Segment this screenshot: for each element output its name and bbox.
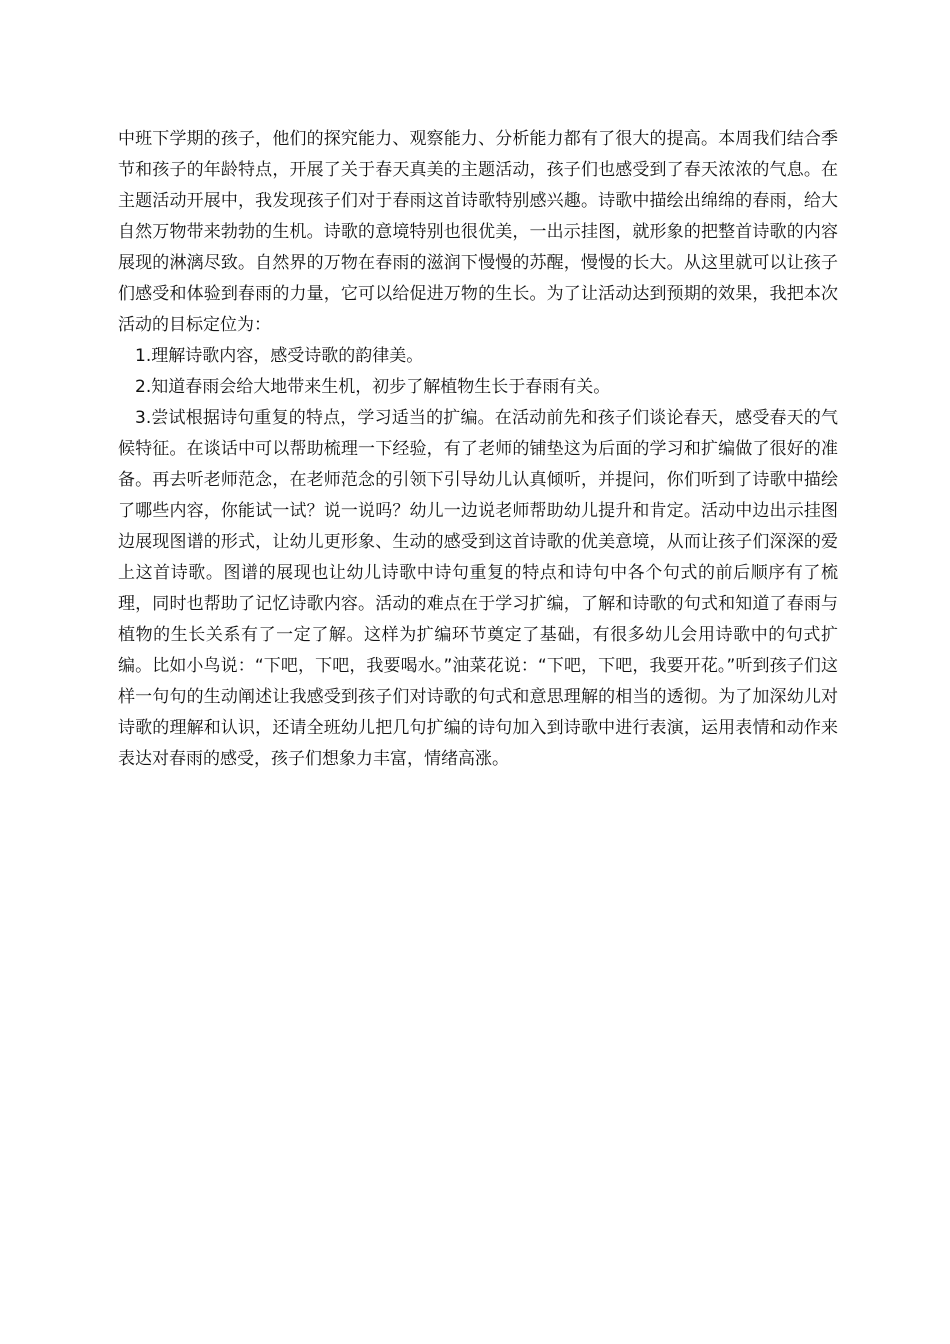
- goal-item-3: 3.尝试根据诗句重复的特点，学习适当的扩编。在活动前先和孩子们谈论春天，感受春天的气候特征。在谈话中可以帮助梳理一下经验，有了老师的铺垫这为后面的学习和扩编做了很好的准备。再去听老师范念，在老师范念的引领下引导幼儿认真倾听，并提问，你们听到了诗歌中描绘了哪些内容，你能试一试？说一说吗？幼儿一边说老师帮助幼儿提升和肯定。活动中边出示挂图边展现图谱的形式，让幼儿更形象、生动的感受到这首诗歌的优美意境，从而让孩子们深深的爱上这首诗歌。图谱的展现也让幼儿诗歌中诗句重复的特点和诗句中各个句式的前后顺序有了梳理，同时也帮助了记忆诗歌内容。活动的难点在于学习扩编，了解和诗歌的句式和知道了春雨与植物的生长关系有了一定了解。这样为扩编环节奠定了基础，有很多幼儿会用诗歌中的句式扩编。比如小鸟说：“下吧，下吧，我要喝水。”油菜花说：“下吧，下吧，我要开花。”听到孩子们这样一句句的生动阐述让我感受到孩子们对诗歌的句式和意思理解的相当的透彻。为了加深幼儿对诗歌的理解和认识，还请全班幼儿把几句扩编的诗句加入到诗歌中进行表演，运用表情和动作来表达对春雨的感受，孩子们想象力丰富，情绪高涨。: [118, 408, 838, 769]
- goal-item-1: 1.理解诗歌内容，感受诗歌的韵律美。: [135, 346, 424, 366]
- document-body: [118, 124, 838, 775]
- goal-item-2: 2.知道春雨会给大地带来生机，初步了解植物生长于春雨有关。: [135, 377, 611, 397]
- intro-paragraph: 中班下学期的孩子，他们的探究能力、观察能力、分析能力都有了很大的提高。本周我们结合季节和孩子的年龄特点，开展了关于春天真美的主题活动，孩子们也感受到了春天浓浓的气息。在主题活动开展中，我发现孩子们对于春雨这首诗歌特别感兴趣。诗歌中描绘出绵绵的春雨，给大自然万物带来勃勃的生机。诗歌的意境特别也很优美，一出示挂图，就形象的把整首诗歌的内容展现的淋漓尽致。自然界的万物在春雨的滋润下慢慢的苏醒，慢慢的长大。从这里就可以让孩子们感受和体验到春雨的力量，它可以给促进万物的生长。为了让活动达到预期的效果，我把本次活动的目标定位为：: [118, 129, 838, 335]
